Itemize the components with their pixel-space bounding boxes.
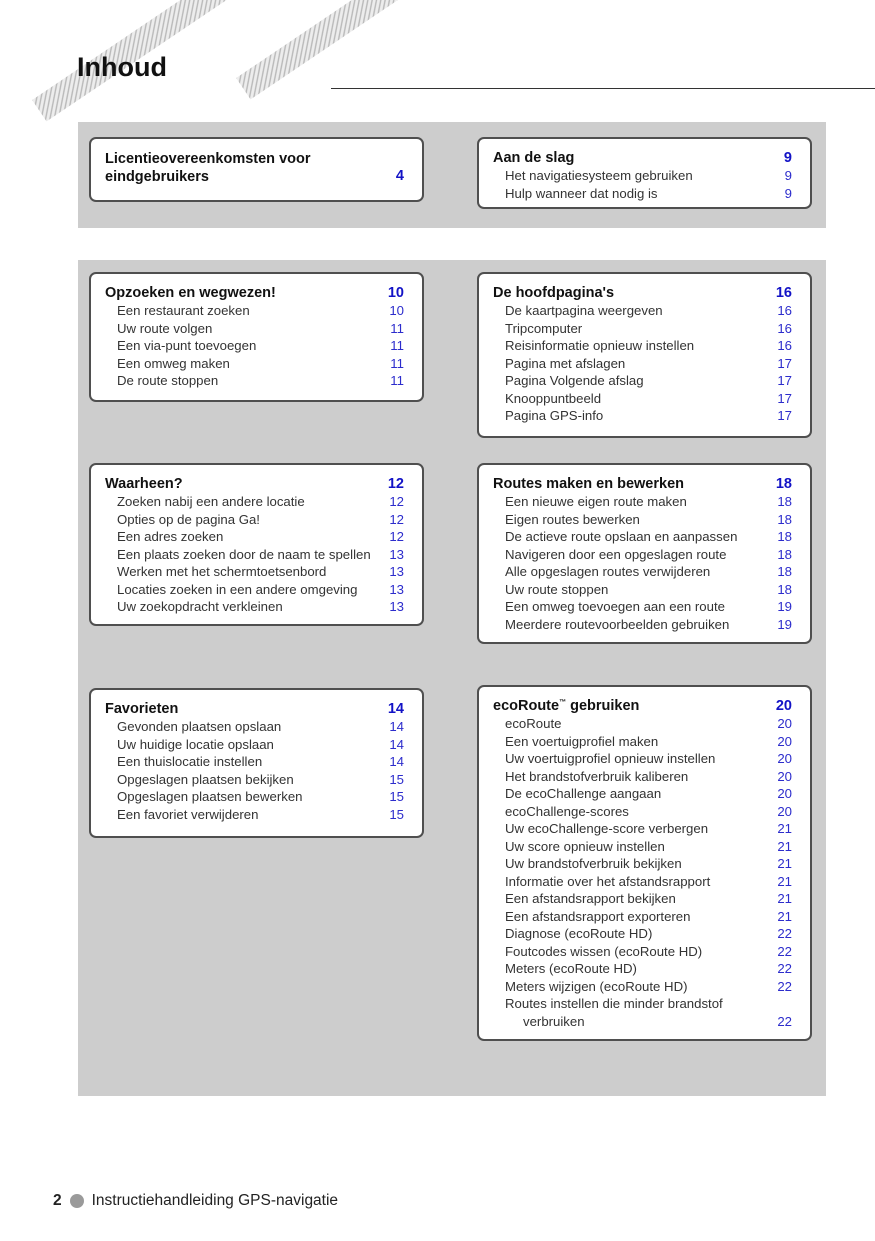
entry-page: 18 (777, 529, 792, 544)
entry-page: 21 (777, 873, 792, 889)
toc-entry[interactable] (493, 978, 792, 996)
entry-page: 9 (784, 168, 792, 183)
entry-title: Alle opgeslagen routes verwijderen (505, 564, 711, 579)
toc-entry[interactable] (493, 995, 792, 1030)
entry-page: 16 (777, 303, 792, 318)
entry-title: Tripcomputer (505, 320, 583, 336)
entry-page: 9 (784, 185, 792, 201)
entry-title: Gevonden plaatsen opslaan (117, 719, 282, 734)
toc-entry[interactable] (105, 806, 404, 824)
entry-title: Opgeslagen plaatsen bekijken (117, 771, 294, 787)
toc-entry[interactable] (493, 302, 792, 320)
entry-page: 14 (389, 754, 404, 769)
toc-heading-entry[interactable] (493, 150, 792, 166)
entry-page: 17 (777, 408, 792, 423)
entry-title: De ecoChallenge aangaan (505, 786, 662, 801)
entry-page: 15 (389, 771, 404, 787)
entry-title: Opties op de pagina Ga! (117, 511, 260, 527)
entry-title: Een afstandsrapport exporteren (505, 908, 691, 924)
entry-page: 12 (389, 529, 404, 544)
entry-title: Navigeren door een opgeslagen route (505, 546, 727, 562)
toc-entry[interactable] (493, 355, 792, 373)
toc-entry[interactable] (493, 768, 792, 786)
entry-page: 15 (389, 806, 404, 822)
toc-entry[interactable] (105, 511, 404, 529)
toc-section-opzoeken (89, 272, 424, 402)
entry-title-line2: verbruiken (523, 1013, 585, 1029)
toc-entry[interactable] (493, 803, 792, 821)
footer-page-number: 2 (53, 1192, 62, 1209)
toc-entry[interactable] (493, 943, 792, 961)
toc-entry[interactable] (105, 372, 404, 390)
entry-page: 11 (390, 320, 404, 336)
toc-entry[interactable] (105, 581, 404, 599)
entry-page: 22 (777, 961, 792, 976)
entry-title: De kaartpagina weergeven (505, 303, 663, 318)
entry-title: Een voertuigprofiel maken (505, 733, 659, 749)
entry-title: Hulp wanneer dat nodig is (505, 185, 658, 201)
entry-title: Een favoriet verwijderen (117, 806, 259, 822)
entry-page: 20 (777, 786, 792, 801)
toc-entry[interactable] (105, 788, 404, 806)
toc-heading-entry[interactable] (493, 285, 792, 301)
toc-entry[interactable] (493, 873, 792, 891)
toc-entry[interactable] (105, 736, 404, 754)
toc-entry[interactable] (105, 546, 404, 564)
entry-page: 21 (777, 838, 792, 854)
entry-title: Een afstandsrapport bekijken (505, 891, 676, 906)
section-page: 18 (775, 476, 792, 492)
entry-page: 19 (777, 599, 792, 614)
section-title-main: ecoRoute (493, 698, 560, 714)
toc-entry[interactable] (493, 372, 792, 390)
toc-entry[interactable] (105, 753, 404, 771)
section-title: Aan de slag (493, 150, 575, 166)
entry-page: 17 (777, 390, 792, 406)
entry-page: 17 (777, 355, 792, 371)
toc-section-waarheen (89, 463, 424, 626)
toc-entry[interactable] (493, 616, 792, 634)
section-page: 14 (387, 701, 404, 717)
toc-entry[interactable] (105, 598, 404, 616)
page-title: Inhoud (77, 52, 167, 82)
toc-section-hoofdpaginas (477, 272, 812, 438)
trademark-mark: ™ (559, 699, 567, 707)
entry-title: Uw voertuigprofiel opnieuw instellen (505, 751, 716, 766)
toc-entry[interactable] (493, 390, 792, 408)
section-title: Licentieovereenkomsten voor eindgebruikers (105, 151, 311, 185)
entry-title (505, 995, 723, 1030)
toc-entry[interactable] (105, 320, 404, 338)
entry-page: 11 (390, 355, 404, 371)
toc-entry[interactable] (493, 820, 792, 838)
entry-page: 12 (389, 511, 404, 527)
entry-title: Een via-punt toevoegen (117, 338, 257, 353)
toc-entry[interactable] (105, 302, 404, 320)
toc-entry[interactable] (105, 528, 404, 546)
toc-entry[interactable] (105, 493, 404, 511)
entry-page: 14 (389, 719, 404, 734)
toc-section-ecoroute (477, 685, 812, 1041)
entry-page: 13 (389, 581, 404, 597)
bullet-icon (70, 1194, 84, 1208)
toc-entry[interactable] (493, 337, 792, 355)
entry-title: ecoChallenge-scores (505, 803, 629, 819)
toc-entry[interactable] (493, 785, 792, 803)
section-page: 12 (387, 476, 404, 492)
entry-title: De actieve route opslaan en aanpassen (505, 529, 738, 544)
entry-page: 21 (777, 908, 792, 924)
toc-entry[interactable] (493, 598, 792, 616)
section-title-rest: gebruiken (566, 698, 640, 714)
entry-title: Pagina met afslagen (505, 355, 626, 371)
tire-track-decoration (236, 0, 416, 100)
toc-entry[interactable] (105, 718, 404, 736)
toc-heading-entry[interactable] (105, 150, 404, 186)
section-title (493, 698, 639, 714)
entry-title: Eigen routes bewerken (505, 511, 640, 527)
entry-page: 22 (777, 926, 792, 941)
entry-page: 20 (777, 803, 792, 819)
section-page: 16 (775, 285, 792, 301)
entry-title: Uw route volgen (117, 320, 213, 336)
toc-heading-entry[interactable] (105, 476, 404, 492)
toc-section-licentie (89, 137, 424, 202)
entry-title: Pagina Volgende afslag (505, 373, 644, 388)
entry-page: 16 (777, 320, 792, 336)
entry-page: 15 (389, 789, 404, 804)
entry-title: Een nieuwe eigen route maken (505, 494, 687, 509)
entry-title: Werken met het schermtoetsenbord (117, 564, 327, 579)
entry-title: Uw route stoppen (505, 581, 609, 597)
entry-title: Diagnose (ecoRoute HD) (505, 926, 653, 941)
toc-entry[interactable] (493, 715, 792, 733)
entry-page: 18 (777, 511, 792, 527)
entry-title: Een omweg maken (117, 355, 230, 371)
toc-entry[interactable] (493, 528, 792, 546)
toc-entry[interactable] (493, 320, 792, 338)
toc-entry[interactable] (493, 511, 792, 529)
entry-page: 22 (777, 978, 792, 994)
entry-page: 19 (777, 616, 792, 632)
entry-title: Uw brandstofverbruik bekijken (505, 856, 682, 871)
entry-title: De route stoppen (117, 373, 219, 388)
entry-title: Meters wijzigen (ecoRoute HD) (505, 978, 688, 994)
section-page: 9 (783, 150, 792, 166)
footer-title: Instructiehandleiding GPS-navigatie (91, 1192, 339, 1209)
entry-title: Een adres zoeken (117, 529, 224, 544)
entry-page: 20 (777, 733, 792, 749)
toc-entry[interactable] (493, 733, 792, 751)
section-title: Waarheen? (105, 476, 183, 492)
entry-page: 21 (777, 856, 792, 871)
toc-section-aan-de-slag (477, 137, 812, 209)
entry-page: 21 (777, 821, 792, 836)
toc-entry[interactable] (105, 771, 404, 789)
section-page: 20 (775, 698, 792, 714)
toc-entry[interactable] (493, 890, 792, 908)
entry-title: Het navigatiesysteem gebruiken (505, 168, 693, 183)
toc-entry[interactable] (493, 750, 792, 768)
section-title: Favorieten (105, 701, 179, 717)
entry-page: 18 (777, 546, 792, 562)
entry-title: Pagina GPS-info (505, 408, 604, 423)
entry-page: 18 (777, 581, 792, 597)
entry-page: 11 (390, 373, 404, 388)
toc-heading-entry[interactable] (105, 701, 404, 717)
toc-entry[interactable] (493, 838, 792, 856)
entry-page: 18 (777, 494, 792, 509)
section-title: Opzoeken en wegwezen! (105, 285, 276, 301)
entry-title: Knooppuntbeeld (505, 390, 602, 406)
toc-entry[interactable] (493, 493, 792, 511)
toc-entry[interactable] (105, 355, 404, 373)
toc-entry[interactable] (493, 546, 792, 564)
entry-title: Foutcodes wissen (ecoRoute HD) (505, 943, 703, 959)
toc-heading-entry[interactable] (493, 476, 792, 492)
entry-page: 22 (777, 943, 792, 959)
toc-entry[interactable] (493, 581, 792, 599)
entry-page: 13 (389, 546, 404, 562)
entry-title: Een plaats zoeken door de naam te spellen (117, 546, 371, 562)
entry-page: 21 (777, 891, 792, 906)
entry-title: Een restaurant zoeken (117, 303, 250, 318)
entry-page: 22 (777, 1013, 792, 1029)
toc-entry[interactable] (493, 167, 792, 185)
page-footer (53, 1192, 338, 1210)
toc-entry[interactable] (105, 337, 404, 355)
entry-page: 20 (777, 751, 792, 766)
toc-section-routes (477, 463, 812, 644)
toc-entry[interactable] (493, 960, 792, 978)
entry-page: 18 (777, 564, 792, 579)
entry-title: Uw score opnieuw instellen (505, 838, 665, 854)
section-page: 10 (387, 285, 404, 301)
entry-page: 13 (389, 599, 404, 614)
section-title: De hoofdpagina's (493, 285, 615, 301)
section-title: Routes maken en bewerken (493, 476, 684, 492)
section-page: 4 (395, 168, 404, 184)
entry-title: Opgeslagen plaatsen bewerken (117, 789, 303, 804)
entry-title: Uw huidige locatie opslaan (117, 736, 274, 752)
entry-title: Uw ecoChallenge-score verbergen (505, 821, 709, 836)
entry-title: Locaties zoeken in een andere omgeving (117, 581, 358, 597)
toc-entry[interactable] (493, 407, 792, 425)
toc-heading-entry[interactable] (493, 698, 792, 714)
entry-title: Reisinformatie opnieuw instellen (505, 338, 695, 353)
entry-page: 17 (777, 373, 792, 388)
entry-title: Het brandstofverbruik kaliberen (505, 768, 689, 784)
entry-page: 20 (777, 716, 792, 731)
entry-title: Zoeken nabij een andere locatie (117, 494, 305, 509)
toc-heading-entry[interactable] (105, 285, 404, 301)
toc-entry[interactable] (493, 855, 792, 873)
toc-entry[interactable] (493, 563, 792, 581)
entry-page: 13 (389, 564, 404, 579)
title-rule (331, 88, 875, 89)
toc-section-favorieten (89, 688, 424, 838)
entry-title: Uw zoekopdracht verkleinen (117, 599, 283, 614)
toc-entry[interactable] (493, 185, 792, 203)
entry-page: 10 (389, 303, 404, 318)
toc-entry[interactable] (105, 563, 404, 581)
toc-entry[interactable] (493, 925, 792, 943)
entry-page: 11 (390, 338, 404, 353)
entry-page: 14 (389, 736, 404, 752)
entry-title: Meters (ecoRoute HD) (505, 961, 637, 976)
entry-page: 20 (777, 768, 792, 784)
entry-page: 12 (389, 494, 404, 509)
entry-title: Een thuislocatie instellen (117, 754, 263, 769)
entry-page: 16 (777, 338, 792, 353)
entry-title: Informatie over het afstandsrapport (505, 873, 711, 889)
entry-title-line1: Routes instellen die minder brandstof (505, 996, 723, 1011)
entry-title: Meerdere routevoorbeelden gebruiken (505, 616, 730, 632)
entry-title: ecoRoute (505, 716, 562, 731)
entry-title: Een omweg toevoegen aan een route (505, 599, 725, 614)
toc-entry[interactable] (493, 908, 792, 926)
